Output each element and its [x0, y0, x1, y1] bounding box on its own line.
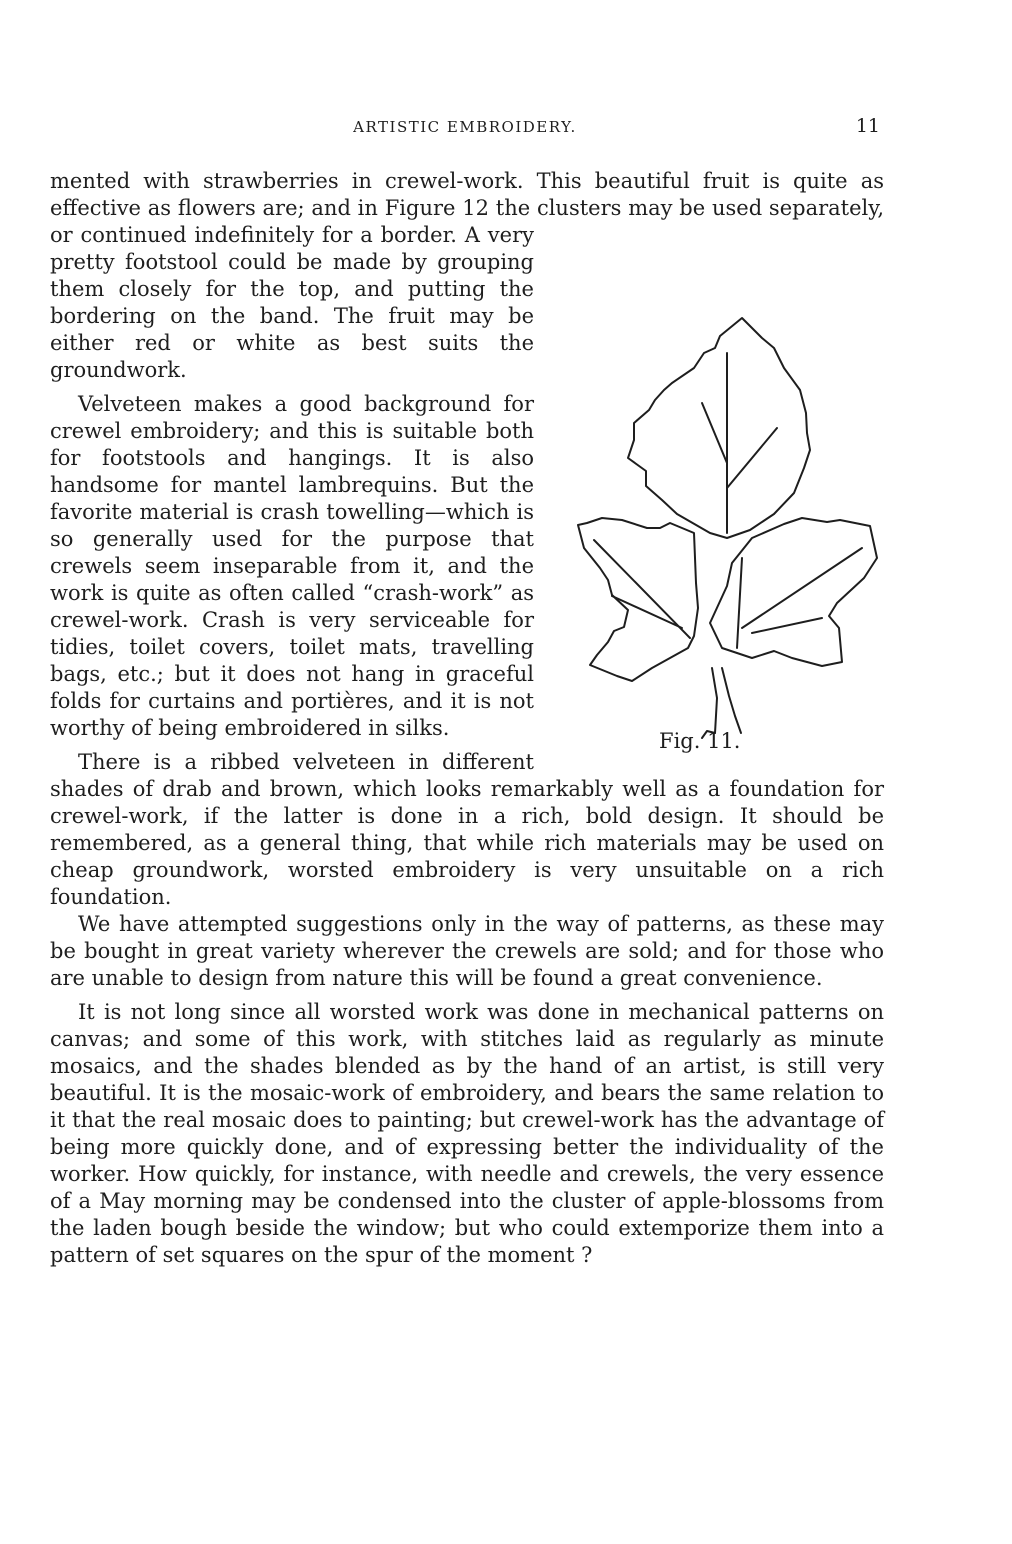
paragraph-4: We have attempted suggestions only in the way of patterns, as these may be bought in great variety wherever the crewels are sold; and for those who are unable to design from nature this will be found a great convenience.: [50, 912, 884, 990]
paragraph-1: mented with strawberries in crewel-work. This beautiful fruit is quite as effective as flowers are; and in Figure 12 the clusters may be used separately, or continued indefinitely for a border. A very pretty footstool could be made by grouping them closely for the top, and putting the bordering on the band. The fruit may be either red or white as best suits the groundwork.: [50, 169, 884, 382]
body-text: [50, 168, 884, 1269]
running-title: ARTISTIC EMBROIDERY.: [353, 118, 577, 136]
page-number: 11: [855, 115, 880, 137]
leaf-outline-illustration: [552, 228, 884, 748]
figure-caption: Fig. 11.: [659, 729, 741, 753]
paragraph-5: It is not long since all worsted work was done in mechanical patterns on canvas; and some of this work, with stitches laid as regularly as minute mosaics, and the shades blended as by the hand of an artist, is still very beautiful. It is the mosaic-work of embroidery, and bears the same relation to it that the real mosaic does to painting; but crewel-work has the advantage of being more quickly done, and of expressing better the individuality of the worker. How quickly, for instance, with needle and crewels, the very essence of a May morning may be condensed into the cluster of apple-blossoms from the laden bough beside the window; but who could extemporize them into a pattern of set squares on the spur of the moment ?: [50, 1000, 884, 1267]
page-header: [50, 115, 880, 142]
paragraph-2: Velveteen makes a good background for crewel embroidery; and this is suitable both for footstools and hangings. It is also handsome for mantel lambrequins. But the favorite material is crash towelling—which is so generally used for the purpose that crewels seem inseparable from it, and the work is quite as often called “crash-work” as crewel-work. Crash is very serviceable for tidies, toilet covers, toilet mats, travelling bags, etc.; but it does not hang in graceful folds for curtains and portières, and it is not worthy of being embroidered in silks.: [50, 392, 534, 740]
figure-11: [552, 228, 884, 761]
paragraph-3: There is a ribbed velveteen in different shades of drab and brown, which looks remarkably well as a foundation for crewel-work, if the latter is done in a rich, bold design. It should be remembered, as a general thing, that while rich materials may be used on cheap groundwork, worsted embroidery is very unsuitable on a rich foundation.: [50, 750, 884, 909]
